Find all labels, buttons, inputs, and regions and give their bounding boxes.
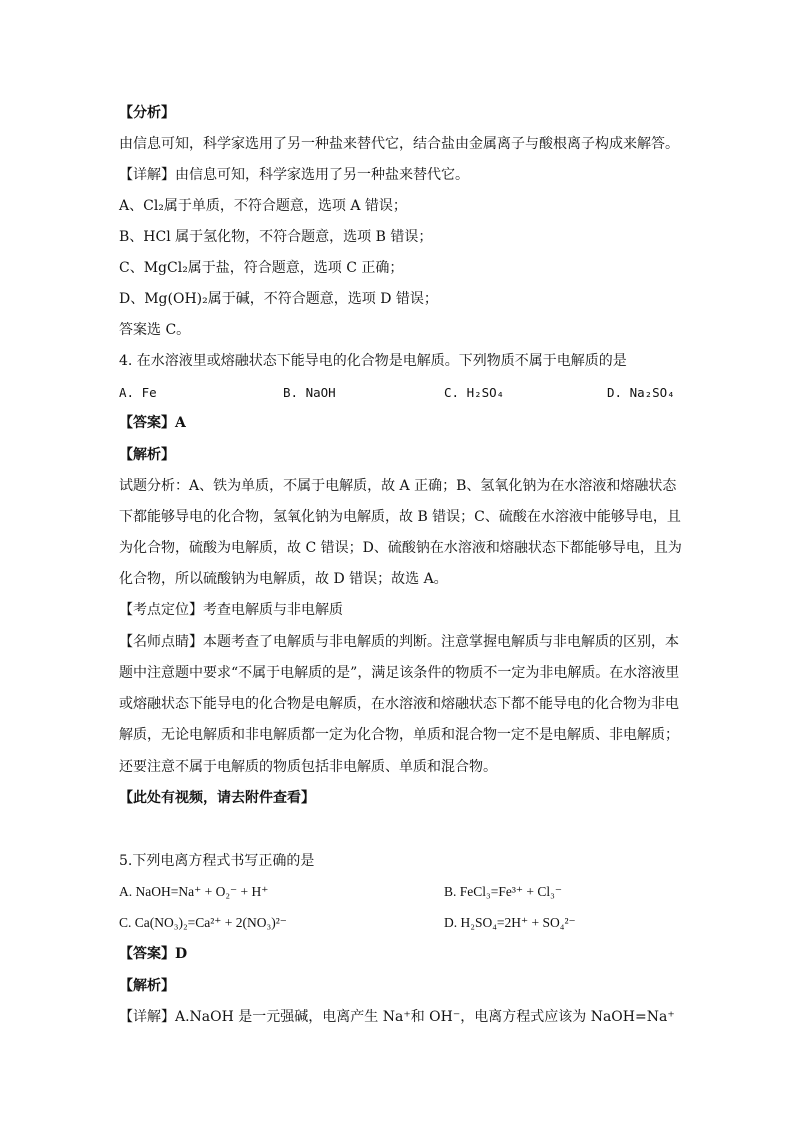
text-line: 解质，无论电解质和非电解质都一定为化合物，单质和混合物一定不是电解质、非电解质； <box>119 727 679 743</box>
video-note: 【此处有视频，请去附件查看】 <box>119 790 315 806</box>
text-line: 还要注意不属于电解质的物质包括非电解质、单质和混合物。 <box>119 759 497 775</box>
explanation-heading: 【解析】 <box>119 978 175 994</box>
question-5-stem: 5.下列电离方程式书写正确的是 <box>119 853 315 869</box>
text-line: 下都能够导电的化合物，氢氧化钠为电解质，故 B 错误；C、硫酸在水溶液中能够导电，且 <box>119 509 681 525</box>
question-5-option-d: D. H₂SO₄=2H⁺ + SO₄²⁻ <box>444 915 576 930</box>
question-4-stem: 4. 在水溶液里或熔融状态下能导电的化合物是电解质。下列物质不属于电解质的是 <box>119 353 627 369</box>
text-line: 【考点定位】考查电解质与非电解质 <box>119 602 343 618</box>
question-5-option-c: C. Ca(NO₃)₂=Ca²⁺ + 2(NO₃)²⁻ <box>119 915 287 930</box>
text-line: 由信息可知，科学家选用了另一种盐来替代它，结合盐由金属离子与酸根离子构成来解答。 <box>119 136 679 152</box>
text-line: D、Mg(OH)₂属于碱，不符合题意，选项 D 错误； <box>119 291 438 307</box>
question-5-option-a: A. NaOH=Na⁺ + O₂⁻ + H⁺ <box>119 884 269 899</box>
text-line: A、Cl₂属于单质，不符合题意，选项 A 错误； <box>119 198 407 214</box>
answer-label: 【答案】A <box>119 415 186 431</box>
section-heading-analysis: 【分析】 <box>119 105 175 121</box>
text-line: 【详解】由信息可知，科学家选用了另一种盐来替代它。 <box>119 167 469 183</box>
text-line: 试题分析：A、铁为单质，不属于电解质，故 A 正确；B、氢氧化钠为在水溶液和熔融状态 <box>119 478 677 494</box>
question-4-option-a: A. Fe <box>119 385 157 400</box>
text-line: 题中注意题中要求“不属于电解质的是”，满足该条件的物质不一定为非电解质。在水溶液里 <box>119 665 680 681</box>
text-line: 【详解】A.NaOH 是一元强碱，电离产生 Na⁺和 OH⁻，电离方程式应该为 NaOH=Na⁺ <box>119 1009 675 1025</box>
question-4-option-d: D. Na₂SO₄ <box>607 385 675 400</box>
text-line: C、MgCl₂属于盐，符合题意，选项 C 正确； <box>119 260 404 276</box>
text-line: 或熔融状态下能导电的化合物是电解质，在水溶液和熔融状态下都不能导电的化合物为非电 <box>119 696 679 712</box>
text-line: 【名师点睛】本题考查了电解质与非电解质的判断。注意掌握电解质与非电解质的区别，本 <box>119 634 679 650</box>
explanation-heading: 【解析】 <box>119 447 175 463</box>
question-5-option-b: B. FeCl₃=Fe³⁺ + Cl₃⁻ <box>444 884 562 899</box>
text-line: B、HCl 属于氢化物，不符合题意，选项 B 错误； <box>119 229 433 245</box>
text-line: 化合物，所以硫酸钠为电解质，故 D 错误；故选 A。 <box>119 571 448 587</box>
text-line: 为化合物，硫酸为电解质，故 C 错误；D、硫酸钠在水溶液和熔融状态下都能够导电，且为 <box>119 540 682 556</box>
answer-label: 【答案】D <box>119 946 188 962</box>
question-4-option-c: C. H₂SO₄ <box>444 385 505 400</box>
question-4-option-b: B. NaOH <box>283 385 336 400</box>
text-line: 答案选 C。 <box>119 322 191 338</box>
